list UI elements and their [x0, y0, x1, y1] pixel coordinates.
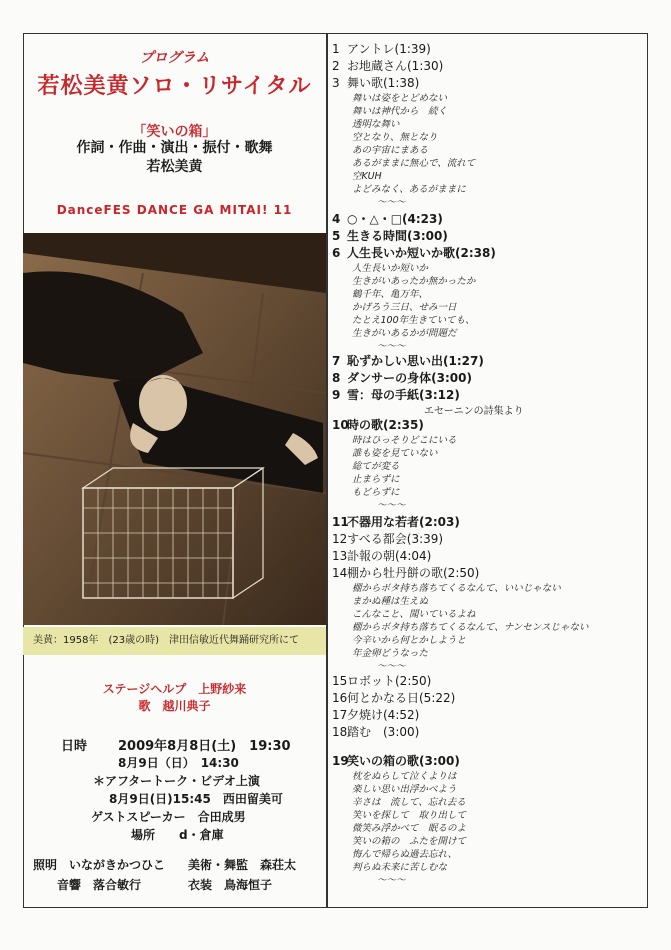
venue: 場所 d・倉庫	[131, 828, 224, 842]
credit-roles: 作詞・作曲・演出・振付・歌舞	[76, 140, 273, 156]
program-item: 15ロボット(2:50)	[332, 674, 432, 688]
singer: 歌 越川典子	[138, 699, 211, 713]
lyric-line: 笑いを探して 取り出して	[352, 810, 467, 821]
lyric-line: 楽しい思い出浮かべよう	[352, 784, 457, 795]
date-third: 8月9日(日)15:45 西田留美可	[109, 792, 283, 806]
lighting-credit: 照明 いながきかつひこ	[33, 858, 166, 872]
lyric-line: あの宇宙にまある	[352, 145, 429, 156]
lyric-line: 棚からボタ持ち落ちてくるなんて、ナンセンスじゃない	[352, 622, 589, 633]
left-column	[23, 33, 326, 908]
lyric-line: もどらずに	[352, 487, 400, 498]
photo-image	[23, 233, 326, 625]
stage-credit: 美術・舞監 森荘太	[188, 858, 297, 872]
lyric-line: ～～～	[377, 341, 406, 352]
lyric-line: たとえ100年生きていても、	[352, 315, 475, 326]
lyric-line: 判らぬ未来に苦しむな	[352, 862, 448, 873]
program-item: 2 お地蔵さん(1:30)	[332, 59, 444, 73]
program-item: 11不器用な若者(2:03)	[332, 515, 460, 529]
date-label: 日時	[61, 739, 88, 754]
staff-block	[23, 681, 326, 715]
lyric-line: 時はひっそりどこにいる	[352, 435, 457, 446]
lyric-line: こんなこと、聞いているよね	[352, 609, 476, 620]
program-item: 5 生きる時間(3:00)	[332, 229, 448, 243]
program-item: 7 恥ずかしい思い出(1:27)	[332, 354, 484, 368]
lyric-line: 舞いは姿をとどめない	[352, 93, 448, 104]
lyric-line: 今辛いから何とかしようと	[352, 635, 467, 646]
lyric-line: 人生長いか短いか	[352, 263, 429, 274]
lyric-line: ～～～	[377, 500, 406, 511]
lyric-line: 舞いは神代から 続く	[352, 106, 448, 117]
credits	[23, 139, 326, 177]
recital-title: 若松美黄ソロ・リサイタル	[37, 74, 312, 99]
lyric-line: 悔んで帰らぬ過去忘れ、	[352, 849, 458, 860]
after-talk: ＊アフタートーク・ビデオ上演	[93, 774, 260, 788]
stage-help: ステージヘルプ 上野紗来	[102, 682, 247, 696]
program-item: 19笑いの箱の歌(3:00)	[332, 754, 460, 768]
festival-name: DanceFES DANCE GA MITAI! 11	[56, 203, 293, 217]
lyric-line: ～～～	[377, 661, 406, 672]
program-item: 6 人生長いか短いか歌(2:38)	[332, 246, 496, 260]
program-item: 1 アントレ(1:39)	[332, 42, 431, 56]
program-item: 16何とかなる日(5:22)	[332, 691, 456, 705]
lyric-line: 年金卵どうなった	[352, 648, 429, 659]
poem-source: エセーニンの詩集より	[424, 406, 524, 417]
lyric-line: 誰も姿を見ていない	[352, 448, 438, 459]
lyric-line: ～～～	[377, 875, 406, 886]
credit-name: 若松美黄	[146, 159, 203, 175]
sound-credit: 音響 落合敏行	[57, 878, 142, 892]
costume-credit: 衣装 鳥海恒子	[188, 878, 273, 892]
lyric-line: 生きがいあったか無かったか	[352, 276, 476, 287]
lyric-line: 生きがいあるかが問題だ	[352, 328, 457, 339]
program-item: 17夕焼け(4:52)	[332, 708, 420, 722]
program-item: 9 雪：母の手紙(3:12)	[332, 388, 460, 402]
lyric-line: 止まらずに	[352, 474, 400, 485]
lyric-line: ～～～	[377, 197, 406, 208]
lyric-line: 透明な舞い	[352, 119, 400, 130]
program-item: 10時の歌(2:35)	[332, 418, 424, 432]
column-divider	[326, 33, 328, 908]
lyric-line: あるがままに無心で、流れて	[352, 158, 476, 169]
lyric-line: 鶴千年、亀万年、	[352, 289, 429, 300]
program-label: プログラム	[139, 50, 210, 66]
date-second: 8月9日（日） 14:30	[118, 756, 239, 770]
work-title: 「笑いの箱」	[132, 124, 217, 140]
program-item: 12すべる都会(3:39)	[332, 532, 444, 546]
program-item: 8 ダンサーの身体(3:00)	[332, 371, 472, 385]
lyric-line: 枕をぬらして泣くよりは	[352, 771, 457, 782]
lyric-line: 棚からボタ持ち落ちてくるなんて、いいじゃない	[352, 583, 561, 594]
lyric-line: 総てが変る	[352, 461, 400, 472]
lyric-line: 空KUH	[352, 171, 382, 182]
lyric-line: かげろう三日、せみ一日	[352, 302, 457, 313]
photo-caption: 美黄：1958年 (23歳の時) 津田信敏近代舞踊研究所にて	[23, 627, 326, 655]
guest-speaker: ゲストスピーカー 合田成男	[91, 810, 246, 824]
lyric-line: 空となり、無となり	[352, 132, 438, 143]
date-main: 2009年8月8日(土) 19:30	[118, 739, 291, 754]
program-item: 14棚から牡丹餅の歌(2:50)	[332, 566, 480, 580]
lyric-line: よどみなく、あるがままに	[352, 184, 466, 195]
lyric-line: 笑いの箱の ふたを開けて	[352, 836, 467, 847]
program-item: 3 舞い歌(1:38)	[332, 76, 420, 90]
lyric-line: 微笑み浮かべて 眠るのよ	[352, 823, 467, 834]
program-item: 13訃報の朝(4:04)	[332, 549, 432, 563]
program-item: 18踏む (3:00)	[332, 725, 420, 739]
lyric-line: まかぬ種は生えぬ	[352, 596, 429, 607]
program-item: 4 ○・△・□(4:23)	[332, 212, 443, 226]
dancer-photo	[23, 233, 326, 625]
lyric-line: 辛さは 流して、忘れ去る	[352, 797, 466, 808]
